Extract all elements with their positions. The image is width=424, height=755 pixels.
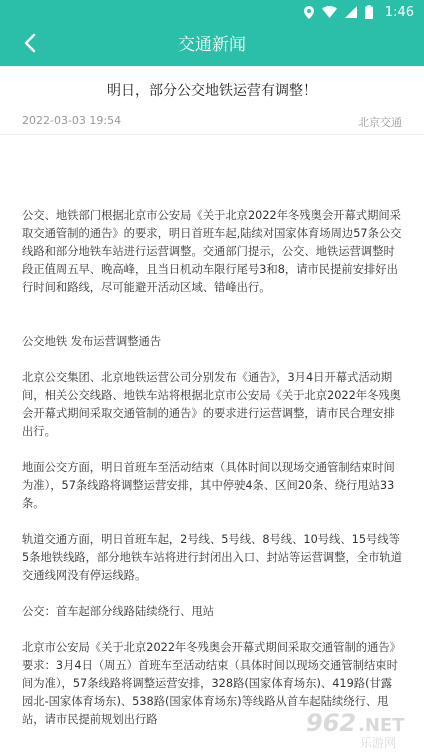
article-date: 2022-03-03 19:54 — [22, 114, 122, 127]
svg-text:.NET: .NET — [358, 715, 405, 736]
section-heading: 公交：首车起部分线路陆续绕行、甩站 — [22, 605, 215, 618]
watermark-logo — [298, 703, 416, 751]
status-time: 1:46 — [384, 4, 414, 20]
article-paragraph: 地面公交方面，明日首班车至活动结束（具体时间以现场交通管制结束时间为准），57条线路将调整运营安排，其中停驶4条、区间20条、绕行甩站33条。 — [22, 461, 395, 510]
article-paragraph: 公交、地铁部门根据北京市公安局《关于北京2022年冬残奥会开幕式期间采取交通管制的通告》的要求，明日首班车起,陆续对国家体育场周边57条公交线路和部分地铁车站进行运营调整。交通部门提示，公交、地铁运营调整时段正值周五早、晚高峰，且当日机动车限行尾号3和8，请市民提前安排好出行时间和路线，尽可能避开活动区域、错峰出行。 — [22, 209, 402, 294]
section-heading: 公交地铁 发布运营调整通告 — [22, 335, 162, 348]
page-title: 交通新闻 — [178, 35, 246, 55]
svg-text:乐游网: 乐游网 — [360, 736, 397, 749]
article-content — [22, 207, 402, 729]
chevron-left-icon — [24, 33, 36, 57]
article-paragraph: 北京市公安局《关于北京2022年冬残奥会开幕式期间采取交通管制的通告》要求：3月4日（周五）首班车至活动结束（具体时间以现场交通管制结束时间为准），57条线路将调整运营安排，328路(国家体育场东)、419路(甘露园北-国家体育场东)、538路(国家体育场东)等线路从首车起陆续绕行、甩站，请市民提前规划出行路 — [22, 641, 401, 726]
status-icons — [304, 0, 414, 24]
back-button[interactable] — [10, 27, 50, 63]
battery-icon — [365, 5, 373, 19]
article-title: 明日，部分公交地铁运营有调整！ — [107, 83, 317, 99]
divider — [0, 134, 424, 135]
app-bar — [0, 24, 424, 66]
article-paragraph: 北京公交集团、北京地铁运营公司分别发布《通告》，3月4日开幕式活动期间，相关公交线路、地铁车站将根据北京市公安局《关于北京2022年冬残奥会开幕式期间采取交通管制的通告》的要求进行运营调整，请市民合理安排出行。 — [22, 371, 401, 438]
svg-text:962: 962 — [306, 709, 357, 737]
wifi-icon — [322, 6, 337, 18]
status-bar — [0, 0, 424, 24]
article-paragraph: 轨道交通方面，明日首班车起，2号线、5号线、8号线、10号线、15号线等5条地铁线路，部分地铁车站将进行封闭出入口、封站等运营调整，全市轨道交通线网没有停运线路。 — [22, 533, 402, 582]
article-source: 北京交通 — [358, 116, 402, 129]
location-icon — [304, 6, 314, 19]
signal-icon — [345, 6, 357, 18]
